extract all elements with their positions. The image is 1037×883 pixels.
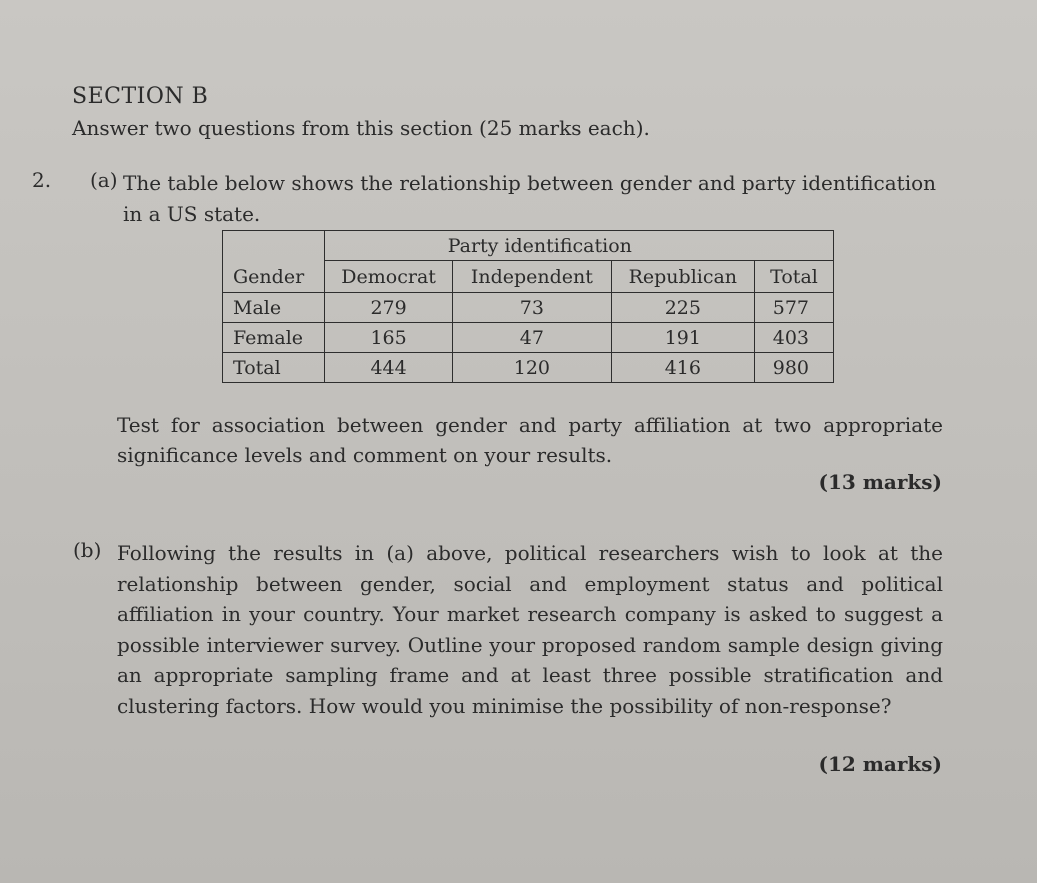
part-b-marks: (12 marks) xyxy=(818,752,942,776)
question-number: 2. xyxy=(32,168,52,192)
table-row xyxy=(223,353,834,383)
col-header-independent: Independent xyxy=(453,261,611,293)
table-cell: 165 xyxy=(325,323,453,353)
table-cell: 403 xyxy=(755,323,834,353)
table-group-header-row xyxy=(223,231,834,261)
row-label: Male xyxy=(223,293,325,323)
col-header-gender: Gender xyxy=(233,266,305,288)
group-header-cell: Party identification xyxy=(325,231,755,261)
table-cell: 73 xyxy=(453,293,611,323)
table-cell: 191 xyxy=(611,323,754,353)
col-header-republican: Republican xyxy=(611,261,754,293)
table-cell: 577 xyxy=(755,293,834,323)
row-label: Total xyxy=(223,353,325,383)
table-cell: 444 xyxy=(325,353,453,383)
section-heading: SECTION B xyxy=(72,84,209,109)
table-cell: 416 xyxy=(611,353,754,383)
table-cell: 47 xyxy=(453,323,611,353)
part-b-text: Following the results in (a) above, political researchers wish to look at the relationship between gender, social and employment status and political affiliation in your country. Your market research company is asked to suggest a possible interviewer survey. Outline your proposed random sample design giving an appropriate sampling frame and at least three possible stratification and clustering factors. How would you minimise the possibility of non-response? xyxy=(117,541,943,718)
part-a-task: Test for association between gender and party affiliation at two appropriate significance levels and comment on your results. xyxy=(117,413,943,467)
part-a-marks: (13 marks) xyxy=(818,470,942,494)
col-header-total: Total xyxy=(755,261,834,293)
party-identification-table xyxy=(222,230,834,383)
table-cell: 225 xyxy=(611,293,754,323)
table-row xyxy=(223,293,834,323)
table-cell: 120 xyxy=(453,353,611,383)
table-cell: 279 xyxy=(325,293,453,323)
table-corner-cell xyxy=(223,231,325,293)
group-header-blank xyxy=(755,231,834,261)
part-b-label: (b) xyxy=(73,538,102,562)
part-a-label: (a) xyxy=(90,168,118,192)
row-label: Female xyxy=(223,323,325,353)
col-header-democrat: Democrat xyxy=(325,261,453,293)
table-row xyxy=(223,323,834,353)
table-cell: 980 xyxy=(755,353,834,383)
section-instruction: Answer two questions from this section (25 marks each). xyxy=(72,116,650,140)
part-a-intro: The table below shows the relationship between gender and party identification in a US state. xyxy=(123,171,937,226)
